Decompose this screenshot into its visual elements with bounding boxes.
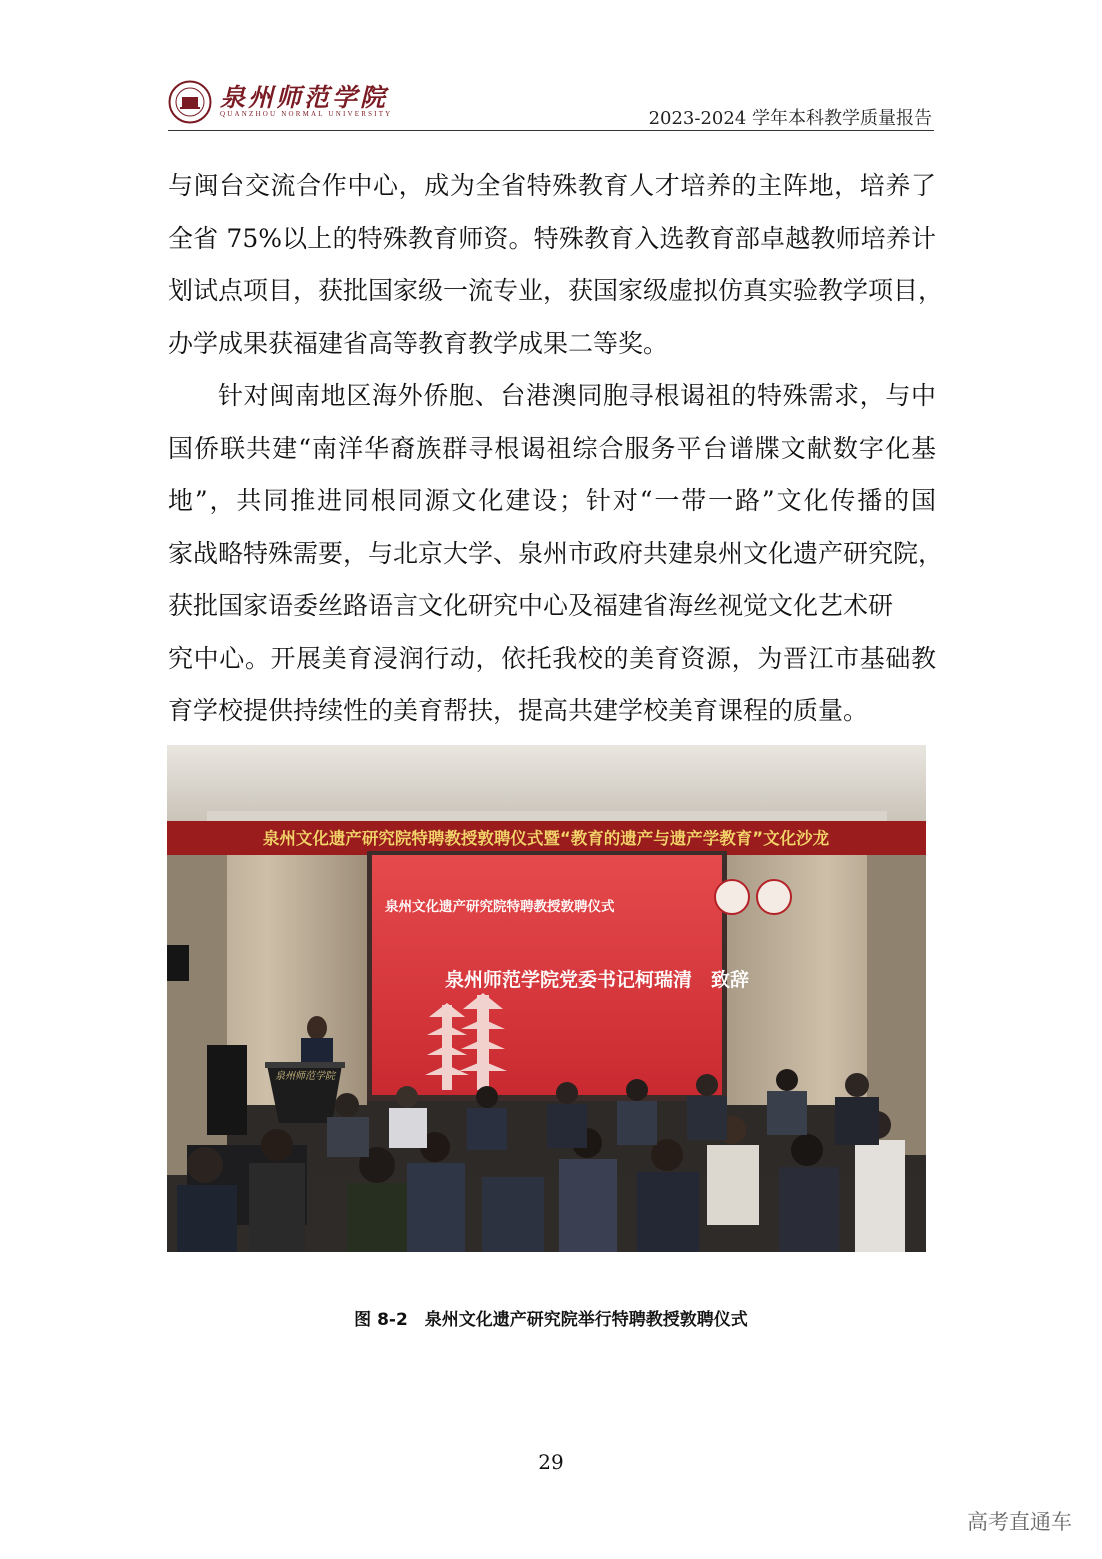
- text-line: 家战略特殊需要，与北京大学、泉州市政府共建泉州文化遗产研究院，: [168, 538, 944, 568]
- figure-caption: 图 8-2 泉州文化遗产研究院举行特聘教授敦聘仪式: [354, 1310, 748, 1330]
- text-line: 国侨联共建“南洋华裔族群寻根谒祖综合服务平台谱牒文献数字化基: [168, 433, 936, 463]
- watermark: 高考直通车: [967, 1510, 1072, 1534]
- university-seal-icon: [168, 80, 212, 124]
- text-line: 获批国家语委丝路语言文化研究中心及福建省海丝视觉文化艺术研: [168, 591, 894, 620]
- text-line: 全省 75%以上的特殊教育师资。特殊教育入选教育部卓越教师培养计: [168, 223, 936, 253]
- report-title: 2023-2024 学年本科教学质量报告: [648, 108, 932, 129]
- text-line: 划试点项目，获批国家级一流专业，获国家级虚拟仿真实验教学项目，: [168, 276, 944, 305]
- text-line: 与闽台交流合作中心，成为全省特殊教育人才培养的主阵地，培养了: [168, 171, 936, 200]
- university-logo-english: QUANZHOU NORMAL UNIVERSITY: [220, 110, 393, 118]
- text-line: 究中心。开展美育浸润行动，依托我校的美育资源，为晋江市基础教: [168, 643, 936, 673]
- ceremony-photo: [167, 745, 926, 1252]
- text-line: 地”，共同推进同根同源文化建设；针对“一带一路”文化传播的国: [168, 486, 936, 515]
- ceremony-photo-graphic: [167, 745, 926, 1252]
- page-header: [168, 72, 934, 131]
- screen-title: 泉州文化遗产研究院特聘教授敦聘仪式: [385, 899, 615, 915]
- text-line: 针对闽南地区海外侨胞、台港澳同胞寻根谒祖的特殊需求，与中: [218, 381, 936, 410]
- text-line: 育学校提供持续性的美育帮扶，提高共建学校美育课程的质量。: [168, 696, 869, 725]
- university-logo-text: 泉州师范学院: [220, 83, 389, 112]
- body-text: [168, 160, 944, 738]
- podium-text: 泉州师范学院: [275, 1071, 335, 1082]
- screen-subtitle: 泉州师范学院党委书记柯瑞清 致辞: [444, 969, 750, 991]
- banner-text: 泉州文化遗产研究院特聘教授敦聘仪式暨“教育的遗产与遗产学教育”文化沙龙: [262, 829, 830, 848]
- text-line: 办学成果获福建省高等教育教学成果二等奖。: [168, 328, 669, 358]
- page-number: 29: [538, 1450, 564, 1474]
